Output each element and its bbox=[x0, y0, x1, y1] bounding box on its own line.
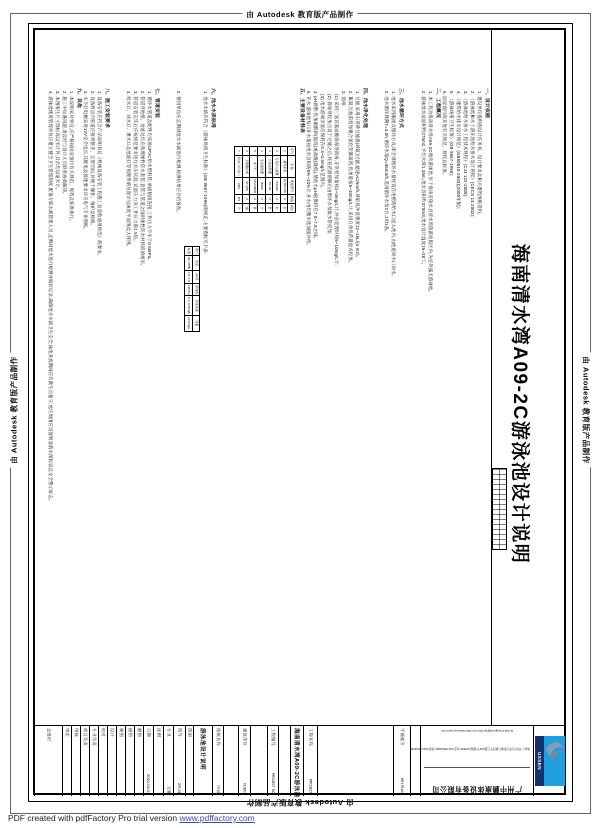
titleblock-cell-empty bbox=[278, 726, 290, 796]
column-header: 数量 bbox=[288, 194, 296, 203]
table-cell: 循环水泵 bbox=[280, 156, 288, 178]
spec-line: 2. 池水循环周期T=4.0h,循环水量Q=95m3/h,选用循环水泵2台,1用1备。 bbox=[384, 91, 389, 235]
table-cell: 1 bbox=[280, 147, 288, 156]
table-cell: 5 bbox=[250, 147, 258, 156]
pdffactory-footer-text: PDF created with pdfFactory Pro trial version bbox=[8, 813, 180, 823]
section-heading: 九、其他 bbox=[76, 88, 82, 108]
table-cell: 台 bbox=[280, 203, 288, 212]
table-cell: 给水口/回水口 bbox=[235, 156, 243, 178]
table-cell: 2 bbox=[273, 147, 281, 156]
title-strip-divider bbox=[491, 29, 492, 725]
titleblock-cell-审核 bbox=[71, 726, 80, 796]
section-gap bbox=[368, 88, 383, 690]
column-header: 尿素 bbox=[192, 316, 200, 332]
spec-line: 1. 过滤:采用石英砂过滤器(砂缸)过滤,滤速v≤25m/h,砂缸反冲洗强度12~15L/(s·m2)。 bbox=[355, 91, 360, 261]
titleblock-cell-图纸名称 bbox=[212, 726, 223, 796]
company-divider bbox=[424, 767, 530, 768]
column-header: 单位 bbox=[288, 203, 296, 212]
titleblock-cell-图别 bbox=[185, 726, 193, 796]
company-logo bbox=[535, 736, 565, 786]
table-cell: Q=50m3/h bbox=[280, 177, 288, 194]
spec-line: 2. 絮凝:过滤前投加聚合氯化铝絮凝剂,投加量按5~10mg/L计,采用自动投药器湿式投加。 bbox=[348, 91, 353, 266]
table-cell: 自动投药器 bbox=[265, 156, 273, 178]
spec-line: 3. 水下灯电源采用12V安全电压,其配电及接地要求详见电气专业图纸。 bbox=[83, 91, 89, 232]
spec-line: 3. 消毒: bbox=[341, 91, 346, 107]
pdffactory-link[interactable]: www.pdffactory.com bbox=[179, 813, 255, 823]
company-logo-cell bbox=[533, 726, 566, 796]
section-heading: 八、施工安装要求 bbox=[104, 88, 110, 128]
titleblock-cell-工程编号 bbox=[267, 726, 278, 796]
spec-line: (1) 采用三氯异氰尿酸消毒剂消毒,正常投加量按2~3mg/L计,冲击处理时按8~10mg/L计; bbox=[334, 94, 339, 266]
spec-line: 1. 本说明未尽事宜,应严格按国家现行有关规范、规程及标准执行。 bbox=[69, 91, 75, 224]
section-heading: 七、管道安装 bbox=[154, 88, 160, 118]
company-contact-line2: E-mail:zhongpeng@vip.163.com Http://www.zp-sport.com bbox=[441, 728, 513, 733]
titleblock-cell-empty bbox=[317, 726, 393, 796]
spec-line: 2. 《游泳池和水上游乐池给水排水设计规程》(CECS 14:2002); bbox=[470, 91, 475, 218]
cell-content: 海南清水湾A09-2C游泳池 bbox=[293, 728, 299, 798]
table-row bbox=[250, 147, 258, 213]
table-header-row bbox=[192, 247, 200, 332]
table-row bbox=[235, 147, 243, 213]
table-cell: Φ300 bbox=[258, 177, 266, 194]
spec-line: 3. 本图所注尺寸除标高以米计外,其余均以毫米计。 bbox=[55, 91, 61, 193]
spec-line: 4. 游泳池使用管理单位应建立健全卫生管理制度,配备专职水质管理人员,定期对池水进行检测并做好记录,确保池水水质卫生安全;泳池开放期间应有救生员值守,池区周围应设置明显的水深标识及安全警示标志。 bbox=[48, 91, 54, 504]
cell-label: 项目负责 bbox=[83, 728, 88, 746]
titleblock-cell-游泳池设计说明 bbox=[193, 726, 212, 796]
company-contact-line1: 地址:广州市天河区黄埔大道西平云路163号 邮编:510656 电话:020-85516696 传真:020-85516909 bbox=[410, 747, 530, 752]
table-cell: 不锈钢扶梯 bbox=[242, 156, 250, 178]
table-cell: SF-215 bbox=[242, 177, 250, 194]
cell-label: 设计 bbox=[110, 728, 115, 737]
spec-line: (2) 消毒剂投加点设于过滤之后,经投药器溶解后由循环水泵吸水管投加; bbox=[327, 94, 332, 235]
table-cell: 2 bbox=[273, 194, 281, 203]
table-cell: 副 bbox=[242, 203, 250, 212]
section-heading: 二、工程概况 bbox=[435, 88, 440, 118]
cell-label-en: PROJECT NO. bbox=[271, 772, 275, 794]
column-header: 水温 bbox=[192, 256, 200, 271]
autodesk-watermark-left: 由 Autodesk 教育版产品制作 bbox=[9, 352, 20, 467]
spec-line: 1. 池水水质应符合《游泳场所卫生标准》(GB 9667-1996)的规定,主要指标见下表: bbox=[203, 91, 209, 255]
table-cell: 水下灯 bbox=[250, 156, 258, 178]
table-cell: 6 bbox=[242, 147, 250, 156]
spec-line: 1. 设备安装应符合产品说明书及《机械设备安装工程施工及验收通用规范》的要求。 bbox=[97, 91, 103, 259]
body-flow bbox=[35, 88, 490, 690]
drawing-title-text: 海南清水湾A09-2C游泳池设计说明 bbox=[509, 243, 531, 565]
cell-label: 建设单位 bbox=[242, 728, 248, 746]
table-cell: 个 bbox=[258, 203, 266, 212]
table-row bbox=[280, 147, 288, 213]
titleblock-cell-描图 bbox=[125, 726, 134, 796]
title-block-strip bbox=[34, 725, 566, 796]
cell-label-en: PROJECT bbox=[308, 779, 313, 794]
titleblock-cell-专业负责 bbox=[89, 726, 98, 796]
table-cell: 7.0~7.8 bbox=[185, 270, 193, 283]
cell-value: ZP-01 bbox=[177, 783, 182, 794]
titleblock-cell-图号 bbox=[173, 726, 185, 796]
table-cell: CL-30 bbox=[265, 177, 273, 194]
cell-label: 工程名称 bbox=[308, 728, 314, 746]
spec-line: 1. 池水采用顺流式循环方式,即全部循环水量经设在池壁的给水口送入池内,由池底回水口回水。 bbox=[391, 91, 396, 280]
table-row bbox=[265, 147, 273, 213]
titleblock-cell-海南清水湾A09-2C游泳池 bbox=[290, 726, 303, 796]
column-header: 规格型号 bbox=[288, 177, 296, 194]
section-heading: 六、池水水质标准 bbox=[210, 88, 216, 128]
spec-line: 2. 管道穿池壁、池底处均应预埋刚性防水套管,套管与管道之间用柔性防水材料嵌填密实。 bbox=[140, 91, 146, 269]
table-cell: 套 bbox=[250, 203, 258, 212]
table-row bbox=[185, 247, 193, 332]
quality-table bbox=[184, 246, 200, 332]
table-cell: 26~28℃ bbox=[185, 256, 193, 271]
autodesk-watermark-right: 由 Autodesk 教育版产品制作 bbox=[581, 352, 592, 467]
titleblock-cell-会签栏 bbox=[34, 726, 62, 796]
spec-line: 2. 施工中如遇问题,请及时与设计人员联系协商解决。 bbox=[62, 91, 68, 197]
titleblock-cell-日期 bbox=[143, 726, 153, 796]
titleblock-cell-晒图 bbox=[134, 726, 143, 796]
section-gap bbox=[160, 88, 175, 690]
titleblock-cell-制图 bbox=[116, 726, 125, 796]
table-header-row bbox=[288, 147, 296, 213]
titleblock-cell-empty bbox=[223, 726, 238, 796]
cell-label: 日期 bbox=[146, 728, 152, 737]
cell-label: 图别 bbox=[187, 728, 193, 737]
cell-label: 图号 bbox=[177, 728, 183, 737]
cell-value: 2010-04-03 bbox=[146, 773, 151, 794]
section-heading: 三、池水循环方式 bbox=[398, 88, 403, 128]
titleblock-cell-empty bbox=[410, 726, 420, 796]
table-row bbox=[273, 147, 281, 213]
table-cell: 台 bbox=[273, 203, 281, 212]
titleblock-cell-项目负责 bbox=[80, 726, 89, 796]
cell-label-en: CLIENT bbox=[242, 782, 247, 794]
column-header: 名 称 bbox=[288, 156, 296, 178]
company-name: 广州中鹏康体设备有限公司 bbox=[432, 785, 522, 792]
table-cell: 12V/300W bbox=[250, 177, 258, 194]
table-cell: 8/4 bbox=[235, 194, 243, 203]
logo-swoosh-icon bbox=[544, 736, 565, 786]
titleblock-cell-专业 bbox=[163, 726, 173, 796]
table-cell: 0.3~0.5mg/L bbox=[185, 296, 193, 316]
table-cell: 6 bbox=[250, 194, 258, 203]
cell-value: 方案 bbox=[166, 786, 172, 794]
pdffactory-footer bbox=[8, 813, 255, 823]
column-header: 项目 bbox=[192, 247, 200, 256]
section-heading: 五、主要设备材料表 bbox=[299, 88, 304, 133]
equipment-table bbox=[234, 146, 296, 213]
column-header: 序号 bbox=[288, 147, 296, 156]
table-cell: 3 bbox=[265, 147, 273, 156]
column-header: 浑浊度 bbox=[192, 283, 200, 295]
table-cell: ≤1NTU bbox=[185, 283, 193, 295]
cell-label: 平面索引 bbox=[400, 728, 405, 746]
table-cell: ABS bbox=[235, 177, 243, 194]
titleblock-cell-empty bbox=[250, 726, 267, 796]
cell-label: 专业 bbox=[166, 728, 172, 737]
table-cell: 套 bbox=[265, 203, 273, 212]
titleblock-cell-校对 bbox=[98, 726, 107, 796]
spec-line: 3. 《游泳池给水排水工程技术规程》(CJJ 122-2008); bbox=[463, 91, 468, 198]
table-cell: 2 bbox=[280, 194, 288, 203]
spec-line: 2. 使用单位应定期对池水水质进行检测,检测结果应存档备查。 bbox=[176, 91, 182, 215]
section-gap bbox=[110, 88, 125, 690]
titleblock-cell-审定 bbox=[62, 726, 71, 796]
table-cell: 标准 bbox=[185, 247, 193, 256]
revision-stamp-grid bbox=[492, 468, 507, 550]
cell-label: 会签栏 bbox=[46, 728, 52, 742]
cell-label: 描图 bbox=[128, 728, 133, 737]
spec-line: 4. pH调整:投加碳酸钠(提高)或盐酸(降低),使池水pH值保持在7.0~7.8之间。 bbox=[313, 91, 318, 242]
titleblock-cell-工程名称 bbox=[303, 726, 317, 796]
table-cell: 2 bbox=[258, 194, 266, 203]
cell-label: 晒图 bbox=[137, 728, 142, 737]
section-gap bbox=[216, 88, 232, 690]
table-cell: ≤3.5mg/L bbox=[185, 316, 193, 332]
spec-line: 4. 给水口、回水口、泄水口及池底灯等预埋件的位置详见泳池平面图及大样图。 bbox=[126, 91, 132, 250]
spec-line: 2. 游泳池水面面积约275m2,平均水深1.35m,池水容积约370m3,池水设计温度26~28℃。 bbox=[421, 91, 426, 268]
cell-label: 工程编号 bbox=[271, 728, 276, 746]
cell-label: 校对 bbox=[101, 728, 106, 737]
table-cell: 7 bbox=[235, 147, 243, 156]
table-cell: 2 bbox=[242, 194, 250, 203]
spec-line: 1. 建设单位提供的设计任务书、设计要求及相关建筑图纸资料。 bbox=[477, 91, 482, 218]
column-header: pH值 bbox=[192, 270, 200, 283]
section-heading: 一、设计依据 bbox=[484, 88, 489, 118]
table-row bbox=[258, 147, 266, 213]
cell-label: 审核 bbox=[74, 728, 79, 737]
table-cell: 4 bbox=[258, 147, 266, 156]
section-heading: 四、池水净化处理 bbox=[362, 88, 367, 128]
cell-label-en: TITLE bbox=[216, 785, 220, 794]
spec-line: 5. 《游泳场所卫生标准》(GB 9667-1996); bbox=[449, 91, 454, 177]
titleblock-cell-平面索引 bbox=[393, 726, 410, 796]
spec-line: (3) 池水游离余氯应保持在0.3~0.5mg/L范围内。 bbox=[320, 94, 325, 191]
spec-line: 2. 设备机房内管道应排列整齐、支架牢固,并便于操作、维护及检修。 bbox=[90, 91, 96, 229]
drawing-title bbox=[501, 243, 543, 565]
autodesk-watermark-top: 由 Autodesk 教育版产品制作 bbox=[242, 9, 357, 20]
cell-label: 图纸名称 bbox=[216, 728, 221, 746]
table-cell: 个 bbox=[235, 203, 243, 212]
spec-line: 3. 管道安装完毕后应按规范要求进行水压试验,试验压力为工作压力的1.5倍。 bbox=[133, 91, 139, 244]
spec-line: 5. 补水:游泳池每日补水量按池水容积的5%~10%计,补水由均衡水池间接补给。 bbox=[306, 91, 311, 249]
cell-label: 审定 bbox=[65, 728, 70, 737]
logo-wordmark: USSEN bbox=[535, 736, 544, 786]
table-cell: 石英砂过滤器 bbox=[273, 156, 281, 178]
column-header: 游离余氯 bbox=[192, 296, 200, 316]
spec-line: 4. 《建筑给水排水设计规范》(GB50015-2003)(2009年版); bbox=[456, 91, 461, 210]
titleblock-cell-比例 bbox=[153, 726, 163, 796]
company-block bbox=[410, 726, 533, 796]
cell-label: 制图 bbox=[119, 728, 124, 737]
section-gap bbox=[404, 88, 420, 690]
spec-line: 1. 本工程为海南清水湾A09-2C地块游泳池,位于海南省陵水县清水湾旅游度假区内,为室外露天游泳池。 bbox=[428, 91, 433, 295]
cell-content: 游泳池设计说明 bbox=[199, 728, 205, 770]
spec-line: 6. 国家现行的其他有关规范、规程及标准。 bbox=[442, 91, 447, 178]
titleblock-cell-设计 bbox=[107, 726, 116, 796]
cell-label: 专业负责 bbox=[92, 728, 97, 746]
table-cell: 毛发聚集器 bbox=[258, 156, 266, 178]
table-cell: Φ1200 bbox=[273, 177, 281, 194]
titleblock-cell-建设单位 bbox=[238, 726, 250, 796]
table-row bbox=[242, 147, 250, 213]
spec-line: 1. 循环水管道及配件均采用UPVC给水塑料管,承插粘接连接,工作压力不小于0.6MPa。 bbox=[147, 91, 153, 263]
autodesk-watermark-bottom: 由 Autodesk 教育版产品制作 bbox=[242, 797, 357, 808]
table-cell: 2 bbox=[265, 194, 273, 203]
cell-label-en: KEY PLAN bbox=[400, 778, 404, 794]
cell-label: 比例 bbox=[156, 728, 162, 737]
